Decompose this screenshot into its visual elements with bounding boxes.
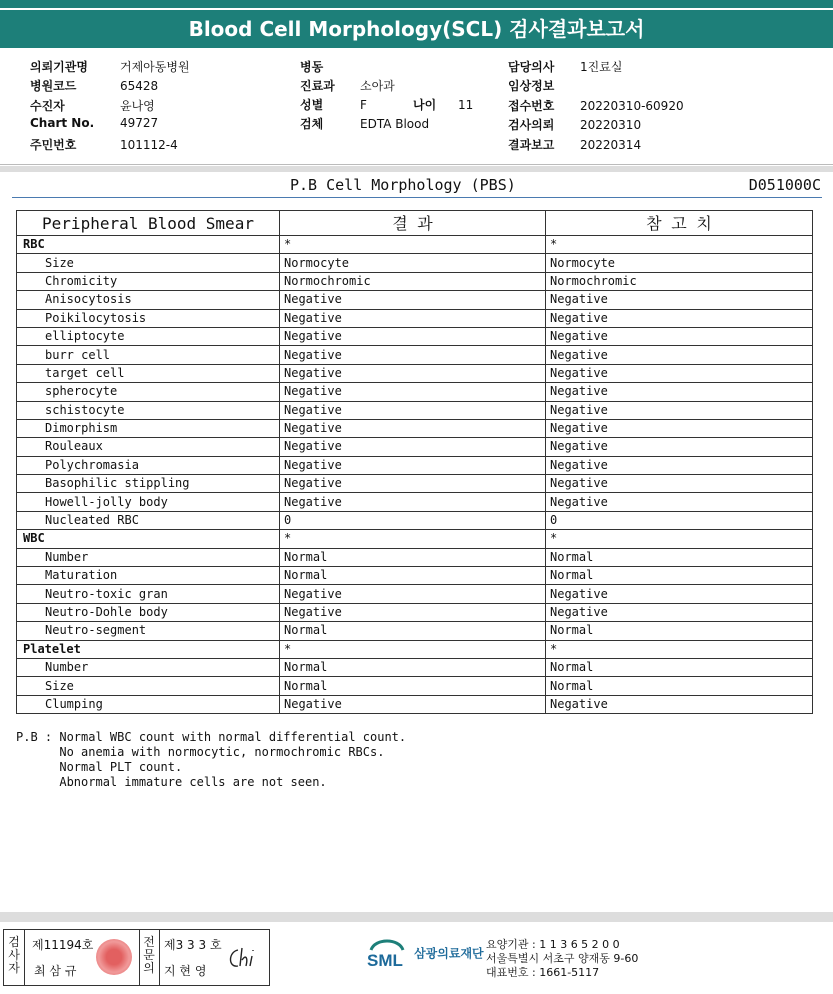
group-row bbox=[17, 236, 813, 254]
test-name: Anisocytosis bbox=[17, 291, 280, 309]
result-value: * bbox=[280, 640, 546, 658]
table-row bbox=[17, 309, 813, 327]
table-header-row bbox=[17, 211, 813, 236]
info-label: 수진자 bbox=[30, 98, 65, 113]
reference-value: Normal bbox=[546, 622, 813, 640]
group-row bbox=[17, 530, 813, 548]
info-value: 소아과 bbox=[360, 79, 395, 93]
test-name: RBC bbox=[17, 236, 280, 254]
test-name: Rouleaux bbox=[17, 438, 280, 456]
test-name: Number bbox=[17, 548, 280, 566]
test-name: schistocyte bbox=[17, 401, 280, 419]
org-name: 삼광의료재단 bbox=[414, 946, 484, 961]
info-value: 101112-4 bbox=[120, 137, 178, 152]
table-row bbox=[17, 695, 813, 713]
info-row bbox=[300, 58, 429, 77]
test-name: Maturation bbox=[17, 567, 280, 585]
table-row bbox=[17, 511, 813, 529]
reference-value: Negative bbox=[546, 346, 813, 364]
info-value: 20220310 bbox=[580, 118, 642, 133]
info-label: 성별 bbox=[300, 98, 324, 112]
reference-value: Negative bbox=[546, 309, 813, 327]
org-code: 요양기관 : 1 1 3 6 5 2 0 0 bbox=[486, 938, 620, 951]
result-value: Negative bbox=[280, 309, 546, 327]
info-label: 결과보고 bbox=[508, 137, 555, 152]
info-label: 의뢰기관명 bbox=[30, 60, 88, 74]
section-code: D051000C bbox=[748, 176, 821, 194]
info-col2 bbox=[300, 58, 429, 134]
table-row bbox=[17, 383, 813, 401]
reference-value: Negative bbox=[546, 438, 813, 456]
test-name: Number bbox=[17, 658, 280, 676]
sml-logo-icon bbox=[365, 936, 409, 970]
info-col3 bbox=[508, 58, 684, 155]
section-title: P.B Cell Morphology (PBS) bbox=[290, 176, 516, 194]
info-row bbox=[30, 77, 190, 96]
test-name: Nucleated RBC bbox=[17, 511, 280, 529]
reference-value: Negative bbox=[546, 327, 813, 345]
test-name: Platelet bbox=[17, 640, 280, 658]
table-row bbox=[17, 364, 813, 382]
reference-value: Normal bbox=[546, 567, 813, 585]
tester-name: 최 삼 규 bbox=[34, 964, 77, 978]
tester-license: 제11194호 bbox=[32, 938, 94, 952]
result-value: Normal bbox=[280, 548, 546, 566]
info-label: 병동 bbox=[300, 60, 324, 74]
info-label: 병원코드 bbox=[30, 79, 77, 94]
info-row bbox=[30, 136, 190, 155]
reference-value: 0 bbox=[546, 511, 813, 529]
info-label: 주민번호 bbox=[30, 137, 77, 152]
table-row bbox=[17, 327, 813, 345]
info-row bbox=[30, 116, 190, 135]
result-value: 0 bbox=[280, 511, 546, 529]
reference-value: Normocyte bbox=[546, 254, 813, 272]
info-label: 검사의뢰 bbox=[508, 118, 555, 133]
reference-value: * bbox=[546, 236, 813, 254]
result-value: Negative bbox=[280, 475, 546, 493]
result-value: * bbox=[280, 530, 546, 548]
test-name: Size bbox=[17, 254, 280, 272]
table-row bbox=[17, 677, 813, 695]
info-row bbox=[508, 58, 684, 77]
reference-value: Negative bbox=[546, 603, 813, 621]
reference-value: Negative bbox=[546, 695, 813, 713]
test-name: WBC bbox=[17, 530, 280, 548]
info-row bbox=[300, 96, 429, 115]
info-row bbox=[508, 97, 684, 116]
table-row bbox=[17, 475, 813, 493]
org-phone: 대표번호 : 1661-5117 bbox=[486, 966, 600, 979]
test-name: Poikilocytosis bbox=[17, 309, 280, 327]
table-row bbox=[17, 438, 813, 456]
result-value: Normocyte bbox=[280, 254, 546, 272]
info-value: 20220314 bbox=[580, 137, 642, 152]
reference-value: Negative bbox=[546, 364, 813, 382]
test-name: spherocyte bbox=[17, 383, 280, 401]
reference-value: Negative bbox=[546, 493, 813, 511]
result-value: Negative bbox=[280, 493, 546, 511]
test-name: Neutro-Dohle body bbox=[17, 603, 280, 621]
info-row bbox=[508, 77, 684, 96]
info-label: 임상정보 bbox=[508, 79, 555, 94]
info-value: 65428 bbox=[120, 79, 159, 94]
test-name: burr cell bbox=[17, 346, 280, 364]
test-name: Clumping bbox=[17, 695, 280, 713]
info-value: 1진료실 bbox=[580, 60, 623, 74]
info-row bbox=[300, 115, 429, 134]
reference-value: Normochromic bbox=[546, 272, 813, 290]
table-row bbox=[17, 401, 813, 419]
result-value: Negative bbox=[280, 438, 546, 456]
table-row bbox=[17, 603, 813, 621]
age-field: 나이 11 bbox=[413, 98, 474, 112]
test-name: Dimorphism bbox=[17, 419, 280, 437]
reference-value: Negative bbox=[546, 419, 813, 437]
reference-value: Normal bbox=[546, 658, 813, 676]
reference-value: Normal bbox=[546, 548, 813, 566]
reference-value: Negative bbox=[546, 291, 813, 309]
specialist-license: 제3 3 3 호 bbox=[164, 938, 222, 952]
result-value: Negative bbox=[280, 419, 546, 437]
info-row bbox=[508, 116, 684, 135]
table-row bbox=[17, 567, 813, 585]
divider bbox=[0, 164, 833, 165]
table-row bbox=[17, 585, 813, 603]
test-name: target cell bbox=[17, 364, 280, 382]
comment-text: P.B : Normal WBC count with normal differential count. No anemia with normocytic, normochromic RBCs. Normal PLT count. Abnormal immature cells are not seen. bbox=[16, 730, 407, 789]
info-value: EDTA Blood bbox=[360, 117, 430, 131]
table-row bbox=[17, 254, 813, 272]
header-reference: 참 고 치 bbox=[546, 211, 813, 236]
reference-value: Negative bbox=[546, 383, 813, 401]
result-value: Normal bbox=[280, 567, 546, 585]
info-label: 검체 bbox=[300, 117, 324, 131]
header-result: 결 과 bbox=[280, 211, 546, 236]
result-value: Negative bbox=[280, 603, 546, 621]
table-row bbox=[17, 548, 813, 566]
group-row bbox=[17, 640, 813, 658]
table-row bbox=[17, 658, 813, 676]
test-name: Neutro-toxic gran bbox=[17, 585, 280, 603]
reference-value: * bbox=[546, 530, 813, 548]
reference-value: Negative bbox=[546, 456, 813, 474]
result-value: Negative bbox=[280, 401, 546, 419]
table-row bbox=[17, 493, 813, 511]
table-row bbox=[17, 272, 813, 290]
info-row bbox=[508, 136, 684, 155]
top-accent-bar bbox=[0, 0, 833, 8]
result-value: Normochromic bbox=[280, 272, 546, 290]
org-address-block bbox=[486, 938, 638, 980]
seal-stamp bbox=[96, 939, 132, 975]
info-row bbox=[300, 77, 429, 96]
result-value: Negative bbox=[280, 364, 546, 382]
signature-box bbox=[3, 929, 270, 986]
info-value: 거제아동병원 bbox=[120, 60, 190, 74]
signature-icon bbox=[226, 944, 262, 972]
specialist-label: 전문의 bbox=[143, 935, 155, 975]
results-table bbox=[16, 210, 813, 714]
result-value: Negative bbox=[280, 383, 546, 401]
table-row bbox=[17, 291, 813, 309]
test-name: Size bbox=[17, 677, 280, 695]
result-value: Negative bbox=[280, 456, 546, 474]
test-name: Neutro-segment bbox=[17, 622, 280, 640]
reference-value: Normal bbox=[546, 677, 813, 695]
info-row bbox=[30, 58, 190, 77]
info-value: 49727 bbox=[120, 116, 159, 131]
test-name: Basophilic stippling bbox=[17, 475, 280, 493]
table-row bbox=[17, 346, 813, 364]
info-value: 20220310-60920 bbox=[580, 98, 684, 113]
report-title: Blood Cell Morphology(SCL) 검사결과보고서 bbox=[0, 10, 833, 48]
header-test: Peripheral Blood Smear bbox=[17, 211, 280, 236]
result-value: Negative bbox=[280, 346, 546, 364]
test-name: Chromicity bbox=[17, 272, 280, 290]
result-value: Negative bbox=[280, 291, 546, 309]
specialist-name: 지 현 영 bbox=[164, 964, 207, 978]
result-value: Normal bbox=[280, 658, 546, 676]
svg-text:SML: SML bbox=[367, 951, 403, 970]
info-value: F bbox=[360, 98, 367, 112]
org-address: 서울특별시 서초구 양재동 9-60 bbox=[486, 952, 639, 965]
tester-label: 검사자 bbox=[8, 935, 20, 975]
info-label: 담당의사 bbox=[508, 60, 555, 74]
info-row bbox=[30, 97, 190, 116]
table-row bbox=[17, 622, 813, 640]
table-row bbox=[17, 456, 813, 474]
org-logo bbox=[365, 936, 484, 970]
result-value: Negative bbox=[280, 695, 546, 713]
result-value: Normal bbox=[280, 677, 546, 695]
reference-value: Negative bbox=[546, 401, 813, 419]
info-label: 접수번호 bbox=[508, 98, 555, 113]
test-name: Howell-jolly body bbox=[17, 493, 280, 511]
info-col1 bbox=[30, 58, 190, 155]
reference-value: * bbox=[546, 640, 813, 658]
footer-band bbox=[0, 912, 833, 922]
reference-value: Negative bbox=[546, 475, 813, 493]
test-name: Polychromasia bbox=[17, 456, 280, 474]
result-value: Negative bbox=[280, 585, 546, 603]
divider-band bbox=[0, 166, 833, 172]
reference-value: Negative bbox=[546, 585, 813, 603]
result-value: Negative bbox=[280, 327, 546, 345]
result-value: * bbox=[280, 236, 546, 254]
result-value: Normal bbox=[280, 622, 546, 640]
info-value: 윤나영 bbox=[120, 98, 155, 113]
section-underline bbox=[12, 197, 822, 198]
info-label: 진료과 bbox=[300, 79, 335, 93]
test-name: elliptocyte bbox=[17, 327, 280, 345]
info-label: Chart No. bbox=[30, 116, 95, 131]
table-row bbox=[17, 419, 813, 437]
